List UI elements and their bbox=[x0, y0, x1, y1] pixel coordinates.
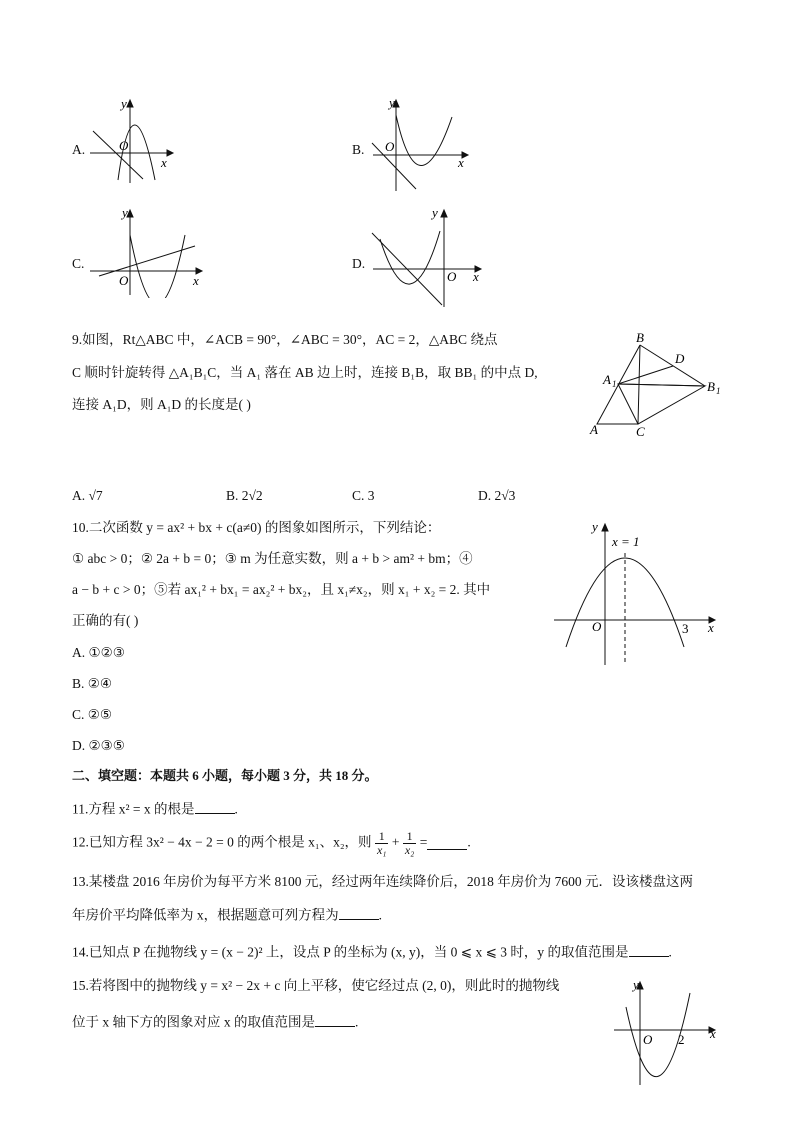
q10-option-d[interactable]: D. ②③⑤ bbox=[72, 738, 125, 753]
q9-option-a[interactable]: A. √7 bbox=[72, 488, 103, 503]
q12-end: . bbox=[467, 834, 471, 850]
parabola bbox=[380, 231, 440, 284]
x-axis-arrow bbox=[167, 150, 173, 156]
q10-line3: a − b + c > 0；⑤若 ax₁² + bx₁ = ax₂² + bx₂，且 x₁≠x₂，则 x₁ + x₂ = 2. 其中 bbox=[72, 582, 491, 597]
origin-label: O bbox=[119, 138, 129, 153]
q9-line3: 连接 A₁D，则 A₁D 的长度是( ) bbox=[72, 397, 251, 412]
label-a: A bbox=[590, 422, 598, 437]
parabola bbox=[130, 235, 185, 298]
section-2-title: 二、填空题：本题共 6 小题，每小题 3 分，共 18 分。 bbox=[72, 768, 378, 783]
q15-text: 位于 x 轴下方的图象对应 x 的取值范围是 bbox=[72, 1014, 315, 1030]
q12-answer-blank[interactable] bbox=[427, 836, 467, 851]
x-label: x bbox=[161, 155, 167, 170]
line bbox=[93, 131, 143, 179]
label-b1-sub: 1 bbox=[716, 386, 721, 396]
label-c: C bbox=[636, 424, 645, 439]
q10-option-a[interactable]: A. ①②③ bbox=[72, 645, 125, 660]
y-label: y bbox=[122, 205, 128, 220]
segment-a1d bbox=[618, 366, 673, 384]
q9-line2: C 顺时针旋转得 △A₁B₁C，当 A₁ 落在 AB 边上时，连接 B₁B，取 BB₁ 的中点 D, bbox=[72, 365, 538, 380]
plus-sign: + bbox=[391, 834, 400, 850]
q10-line1: 10.二次函数 y = ax² + bx + c(a≠0) 的图象如图所示，下列结论： bbox=[72, 520, 441, 535]
q13-line2 bbox=[72, 905, 382, 924]
q10-line4: 正确的有( ) bbox=[72, 613, 139, 628]
tick-3: 3 bbox=[682, 621, 689, 636]
origin-label: O bbox=[447, 269, 457, 284]
q13-answer-blank[interactable] bbox=[339, 905, 379, 920]
q12 bbox=[72, 830, 471, 856]
parabola bbox=[396, 115, 452, 166]
fraction-2 bbox=[403, 830, 417, 856]
q9-option-b[interactable]: B. 2√2 bbox=[226, 488, 263, 503]
y-label: y bbox=[121, 96, 127, 111]
q13-text: 年房价平均降低率为 x，根据题意可列方程为 bbox=[72, 907, 339, 923]
label-a1: A bbox=[603, 372, 611, 387]
fraction-1-num: 1 bbox=[375, 830, 389, 844]
option-a-label[interactable]: A. bbox=[72, 142, 86, 157]
q10-figure bbox=[550, 515, 730, 670]
q15-line1: 15.若将图中的抛物线 y = x² − 2x + c 向上平移，使它经过点 (2, 0)，则此时的抛物线 bbox=[72, 978, 560, 993]
label-d: D bbox=[675, 351, 685, 366]
q10-option-b[interactable]: B. ②④ bbox=[72, 676, 112, 691]
q15-end: . bbox=[355, 1014, 359, 1030]
y-label: y bbox=[389, 95, 395, 110]
q9-option-d[interactable]: D. 2√3 bbox=[478, 488, 516, 503]
y-label: y bbox=[633, 977, 639, 992]
equals-sign: = bbox=[419, 834, 428, 850]
q13-line1: 13.某楼盘 2016 年房价为每平方米 8100 元，经过两年连续降价后，2018 年房价为 7600 元．设该楼盘这两 bbox=[72, 874, 693, 889]
y-axis-arrow bbox=[127, 210, 133, 217]
graph-option-b bbox=[368, 95, 470, 195]
fraction-2-num: 1 bbox=[403, 830, 417, 844]
graph-option-c bbox=[85, 203, 205, 298]
fraction-1 bbox=[375, 830, 389, 856]
x-label: x bbox=[710, 1026, 716, 1041]
q14-text: 14.已知点 P 在抛物线 y = (x − 2)² 上，设点 P 的坐标为 (x, y)，当 0 ⩽ x ⩽ 3 时，y 的取值范围是 bbox=[72, 944, 629, 960]
fraction-2-den: x₂ bbox=[404, 842, 415, 857]
fraction-1-den: x₁ bbox=[376, 842, 387, 857]
y-label: y bbox=[432, 205, 438, 220]
q11-answer-blank[interactable] bbox=[195, 799, 235, 814]
y-axis-arrow bbox=[602, 524, 608, 531]
tick-2: 2 bbox=[678, 1032, 685, 1047]
q11 bbox=[72, 799, 238, 818]
option-b-label[interactable]: B. bbox=[352, 142, 365, 157]
x-label: x bbox=[193, 273, 199, 288]
y-axis-arrow bbox=[441, 210, 447, 217]
q15-line2 bbox=[72, 1012, 358, 1031]
q9-figure bbox=[585, 328, 730, 440]
q11-end: . bbox=[234, 801, 238, 817]
symmetry-label: x = 1 bbox=[612, 534, 640, 549]
segment-bb1 bbox=[640, 345, 705, 386]
option-c-label[interactable]: C. bbox=[72, 256, 85, 271]
segment-a1b1 bbox=[618, 384, 705, 386]
label-b1: B bbox=[707, 379, 715, 394]
q14 bbox=[72, 942, 672, 961]
origin-label: O bbox=[119, 273, 129, 288]
q14-end: . bbox=[668, 944, 672, 960]
label-a1-sub: 1 bbox=[612, 379, 617, 389]
x-label: x bbox=[708, 620, 714, 635]
q13-end: . bbox=[378, 907, 382, 923]
q14-answer-blank[interactable] bbox=[629, 942, 669, 957]
q9-line1: 9.如图，Rt△ABC 中，∠ACB = 90°，∠ABC = 30°，AC = 2，△ABC 绕点 bbox=[72, 332, 498, 347]
x-label: x bbox=[458, 155, 464, 170]
q9-option-c[interactable]: C. 3 bbox=[352, 488, 375, 503]
q10-line2: ① abc > 0；② 2a + b = 0；③ m 为任意实数，则 a + b > am² + bm；④ bbox=[72, 551, 473, 566]
q15-answer-blank[interactable] bbox=[315, 1012, 355, 1027]
q12-text: 12.已知方程 3x² − 4x − 2 = 0 的两个根是 x₁、x₂，则 bbox=[72, 834, 372, 850]
q15-figure bbox=[610, 975, 730, 1087]
graph-option-d bbox=[368, 203, 486, 311]
origin-label: O bbox=[385, 139, 395, 154]
x-label: x bbox=[473, 269, 479, 284]
triangle-a1b1c bbox=[618, 384, 705, 424]
origin-label: O bbox=[643, 1032, 653, 1047]
graph-option-a bbox=[85, 95, 175, 185]
label-b: B bbox=[636, 330, 644, 345]
option-d-label[interactable]: D. bbox=[352, 256, 366, 271]
q11-text: 11.方程 x² = x 的根是 bbox=[72, 801, 195, 817]
y-axis-arrow bbox=[127, 100, 133, 107]
y-label: y bbox=[592, 519, 598, 534]
origin-label: O bbox=[592, 619, 602, 634]
q10-option-c[interactable]: C. ②⑤ bbox=[72, 707, 112, 722]
